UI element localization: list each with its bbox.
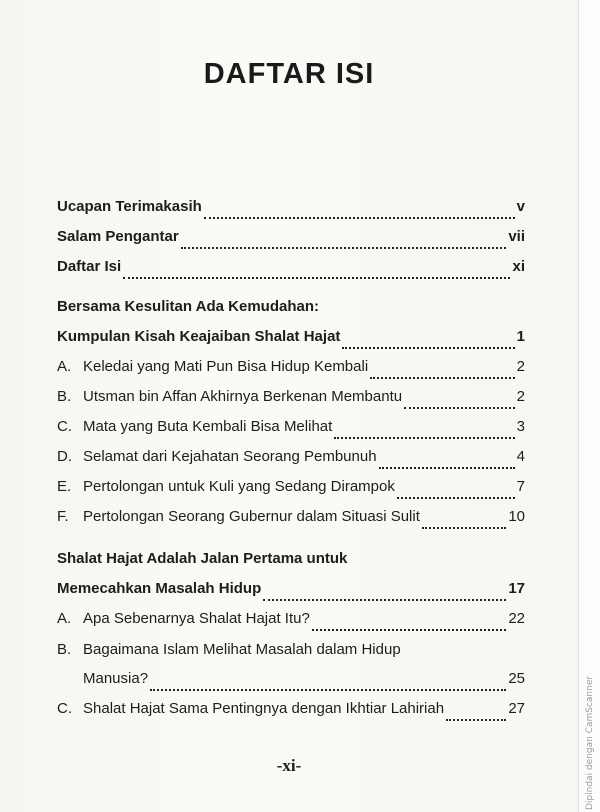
toc-subentry: E. Pertolongan untuk Kuli yang Sedang Dirampok 7: [57, 478, 525, 502]
toc-subentry: F. Pertolongan Seorang Gubernur dalam Situasi Sulit 10: [57, 508, 525, 532]
toc-subentry: C. Shalat Hajat Sama Pentingnya dengan Ikhtiar Lahiriah 27: [57, 700, 525, 724]
toc-subentry: D. Selamat dari Kejahatan Seorang Pembunuh 4: [57, 448, 525, 472]
chapter-heading-line: Shalat Hajat Adalah Jalan Pertama untuk: [57, 550, 348, 567]
chapter-heading: Kumpulan Kisah Keajaiban Shalat Hajat 1: [57, 328, 525, 352]
toc-entry: Ucapan Terimakasih v: [57, 198, 525, 222]
chapter-heading: Memecahkan Masalah Hidup 17: [57, 580, 525, 604]
toc-subentry: A. Apa Sebenarnya Shalat Hajat Itu? 22: [57, 610, 525, 634]
scanner-watermark: Dipindai dengan CamScanner: [585, 675, 595, 810]
toc-subentry: C. Mata yang Buta Kembali Bisa Melihat 3: [57, 418, 525, 442]
toc-subentry: B. Utsman bin Affan Akhirnya Berkenan Membantu 2: [57, 388, 525, 412]
toc-entry: Daftar Isi xi: [57, 258, 525, 282]
page-title: DAFTAR ISI: [203, 58, 375, 90]
toc-entry: Salam Pengantar vii: [57, 228, 525, 252]
toc-subentry: Manusia? 25: [83, 670, 525, 694]
page-number: -xi-: [276, 756, 302, 775]
toc-subentry: A. Keledai yang Mati Pun Bisa Hidup Kembali 2: [57, 358, 525, 382]
chapter-heading-line: Bersama Kesulitan Ada Kemudahan:: [57, 298, 320, 315]
toc-subentry-line: B. Bagaimana Islam Melihat Masalah dalam Hidup: [57, 641, 401, 658]
